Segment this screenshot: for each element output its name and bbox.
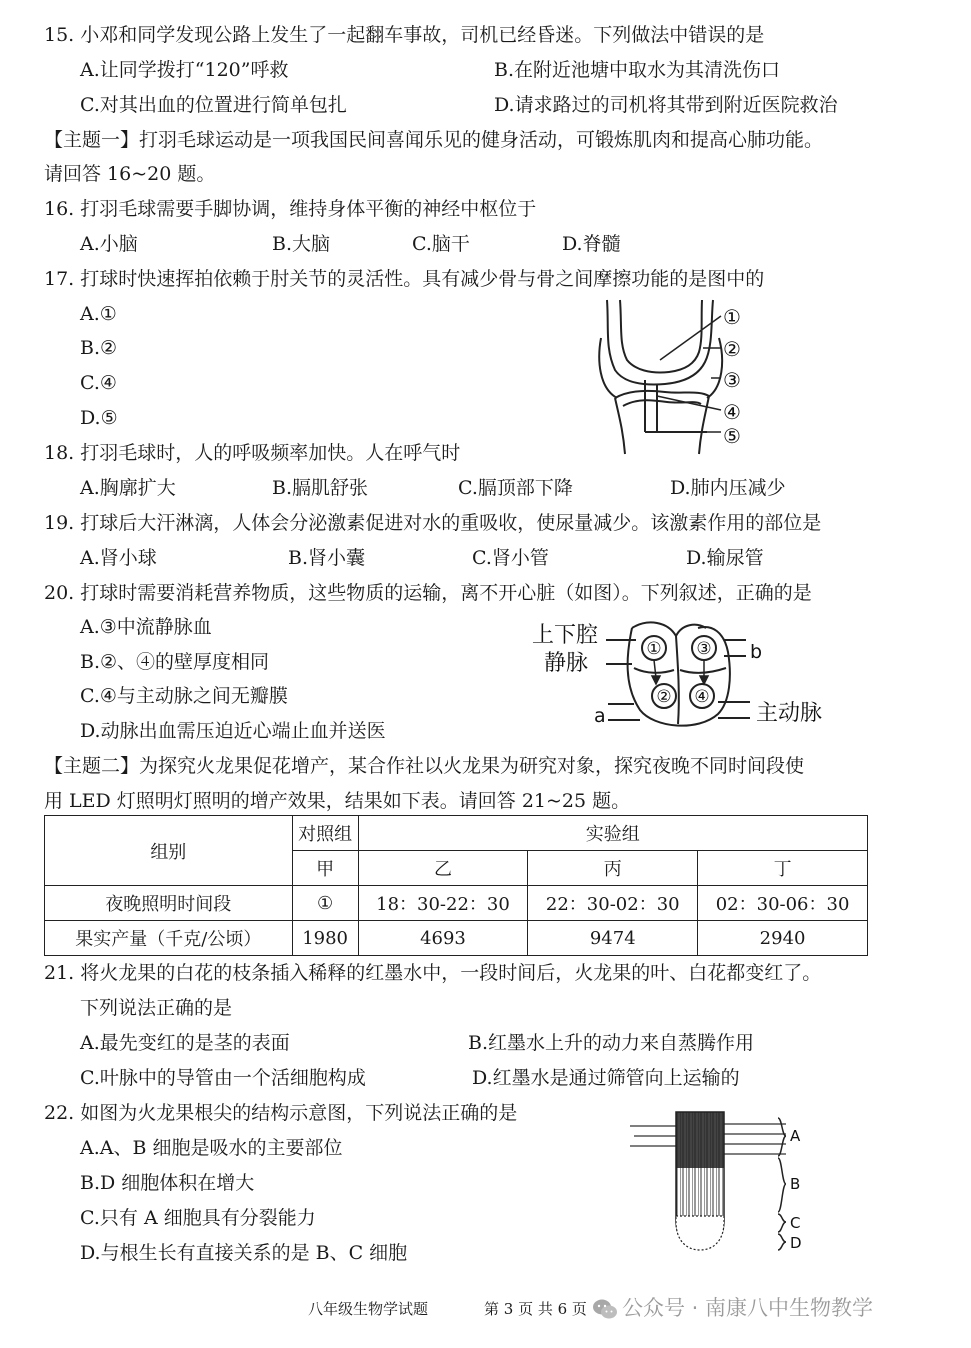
q21-option-a: A.最先变红的是茎的表面 [80, 1032, 290, 1054]
q16-option-b: B.大脑 [272, 233, 331, 255]
q20-option-b: B.②、④的壁厚度相同 [80, 651, 270, 673]
q22-option-c: C.只有 A 细胞具有分裂能力 [80, 1207, 316, 1229]
heart-chamber-1: ① [646, 639, 662, 659]
q20-option-c: C.④与主动脉之间无瓣膜 [80, 685, 288, 707]
q19-option-c: C.肾小管 [472, 547, 549, 569]
group-jia: 甲 [292, 851, 358, 886]
heart-label-a: a [594, 705, 606, 727]
heart-chamber-3: ③ [696, 639, 712, 659]
group-ding: 丁 [698, 851, 868, 886]
q17-option-b: B.② [80, 337, 118, 359]
q15-option-a: A.让同学拨打“120”呼救 [80, 59, 289, 81]
q17-option-a: A.① [80, 303, 117, 325]
q21-option-b: B.红墨水上升的动力来自蒸腾作用 [468, 1032, 755, 1054]
heart-label-vena-cava-1: 上下腔 [532, 623, 599, 648]
footer-subject: 八年级生物学试题 [308, 1300, 429, 1318]
q15-option-c: C.对其出血的位置进行简单包扎 [80, 94, 347, 116]
q19-option-a: A.肾小球 [80, 547, 157, 569]
root-tip-diagram [626, 1108, 826, 1260]
q16-option-c: C.脑干 [412, 233, 470, 255]
q17-stem: 17. 打球时快速挥拍依赖于肘关节的灵活性。具有减少骨与骨之间摩擦功能的是图中的 [44, 268, 765, 290]
q22-option-b: B.D 细胞体积在增大 [80, 1172, 255, 1194]
cell-lighting-yi: 18：30-22：30 [358, 886, 528, 921]
header-group: 组别 [45, 816, 293, 886]
q15-option-d: D.请求路过的司机将其带到附近医院救治 [494, 94, 838, 116]
q21-option-d: D.红墨水是通过筛管向上运输的 [472, 1067, 740, 1089]
q18-option-c: C.膈顶部下降 [458, 477, 573, 499]
joint-label-5: ⑤ [723, 424, 741, 448]
footer-page: 第 3 页 共 6 页 [484, 1300, 587, 1318]
q19-option-d: D.输尿管 [686, 547, 764, 569]
heart-label-b: b [750, 641, 763, 663]
header-experiment: 实验组 [358, 816, 867, 851]
q19-stem: 19. 打球后大汗淋漓，人体会分泌激素促进对水的重吸收，使尿量减少。该激素作用的部位是 [44, 512, 822, 534]
q20-stem: 20. 打球时需要消耗营养物质，这些物质的运输，离不开心脏（如图）。下列叙述，正确的是 [44, 582, 812, 604]
theme1-line1: 【主题一】打羽毛球运动是一项我国民间喜闻乐见的健身活动，可锻炼肌肉和提高心肺功能。 [44, 129, 824, 151]
heart-chamber-2: ② [656, 687, 672, 707]
wechat-icon [592, 1298, 618, 1322]
heart-label-aorta: 主动脉 [756, 701, 823, 726]
root-label-a: A [790, 1127, 801, 1145]
heart-chamber-4: ④ [694, 687, 710, 707]
q15-option-b: B.在附近池塘中取水为其清洗伤口 [494, 59, 781, 81]
theme1-line2: 请回答 16~20 题。 [44, 163, 216, 185]
group-bing: 丙 [528, 851, 698, 886]
group-yi: 乙 [358, 851, 528, 886]
joint-diagram [595, 298, 770, 456]
q20-option-a: A.③中流静脉血 [80, 616, 212, 638]
root-label-d: D [790, 1234, 802, 1252]
q21-stem: 21. 将火龙果的白花的枝条插入稀释的红墨水中，一段时间后，火龙果的叶、白花都变红了。 [44, 962, 822, 984]
q22-option-a: A.A、B 细胞是吸水的主要部位 [80, 1137, 343, 1159]
joint-label-2: ② [723, 337, 741, 361]
q17-option-d: D.⑤ [80, 407, 118, 429]
cell-lighting-jia: ① [292, 886, 358, 921]
q21-stem-2: 下列说法正确的是 [80, 997, 233, 1019]
cell-yield-yi: 4693 [358, 921, 528, 956]
q18-option-d: D.肺内压减少 [670, 477, 786, 499]
q16-stem: 16. 打羽毛球需要手脚协调，维持身体平衡的神经中枢位于 [44, 198, 537, 220]
q21-option-c: C.叶脉中的导管由一个活细胞构成 [80, 1067, 366, 1089]
q20-option-d: D.动脉出血需压迫近心端止血并送医 [80, 720, 386, 742]
q19-option-b: B.肾小囊 [288, 547, 366, 569]
q18-option-b: B.膈肌舒张 [272, 477, 369, 499]
joint-label-3: ③ [723, 368, 741, 392]
cell-yield-bing: 9474 [528, 921, 698, 956]
cell-lighting-bing: 22：30-02：30 [528, 886, 698, 921]
q18-option-a: A.胸廓扩大 [80, 477, 176, 499]
q18-stem: 18. 打羽毛球时，人的呼吸频率加快。人在呼气时 [44, 442, 461, 464]
watermark: 公众号 · 南康八中生物教学 [622, 1296, 874, 1320]
joint-label-4: ④ [723, 400, 741, 424]
q22-option-d: D.与根生长有直接关系的是 B、C 细胞 [80, 1242, 408, 1264]
heart-diagram [528, 616, 838, 732]
results-table [44, 815, 868, 956]
q17-option-c: C.④ [80, 372, 117, 394]
cell-yield-ding: 2940 [698, 921, 868, 956]
q22-stem: 22. 如图为火龙果根尖的结构示意图，下列说法正确的是 [44, 1102, 518, 1124]
theme2-line2: 用 LED 灯照明灯照明的增产效果，结果如下表。请回答 21~25 题。 [44, 790, 631, 812]
heart-label-vena-cava-2: 静脉 [544, 651, 589, 676]
cell-yield-jia: 1980 [292, 921, 358, 956]
q16-option-d: D.脊髓 [562, 233, 621, 255]
joint-label-1: ① [723, 305, 741, 329]
root-label-b: B [790, 1175, 801, 1193]
cell-lighting-ding: 02：30-06：30 [698, 886, 868, 921]
q15-stem: 15. 小邓和同学发现公路上发生了一起翻车事故，司机已经昏迷。下列做法中错误的是 [44, 24, 765, 46]
q16-option-a: A.小脑 [80, 233, 138, 255]
row-lighting-label: 夜晚照明时间段 [45, 886, 293, 921]
root-label-c: C [790, 1214, 801, 1232]
header-control: 对照组 [292, 816, 358, 851]
theme2-line1: 【主题二】为探究火龙果促花增产，某合作社以火龙果为研究对象，探究夜晚不同时间段使 [44, 755, 805, 777]
row-yield-label: 果实产量（千克/公顷） [45, 921, 293, 956]
